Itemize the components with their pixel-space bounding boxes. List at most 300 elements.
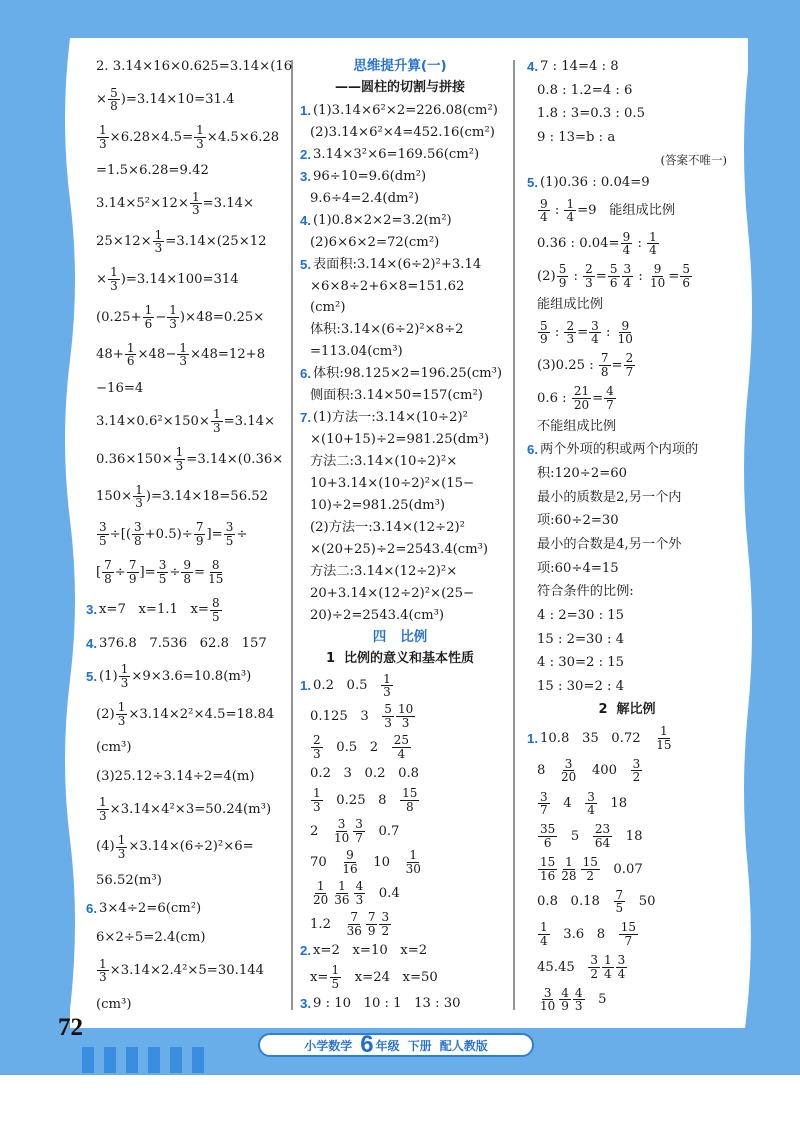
answer-text: 两个外项的积或两个内项的 <box>540 442 699 458</box>
fraction-numerator: 7 <box>367 910 376 925</box>
answer-line <box>86 342 286 368</box>
question-number: 3. <box>86 602 97 618</box>
fraction-denominator: 2 <box>632 770 641 785</box>
fraction-numerator: 1 <box>603 953 612 968</box>
fraction-numerator: 3 <box>355 817 363 832</box>
fraction-denominator: 4 <box>617 966 626 981</box>
answer-text: =1.5×6.28=9.42 <box>96 163 209 179</box>
answer-line <box>527 418 727 435</box>
question-number: 7. <box>300 410 311 426</box>
answer-line <box>300 278 500 295</box>
answer-text: × <box>96 92 108 108</box>
answer-text: ×9×3.6=10.8(m³) <box>131 668 252 684</box>
fraction-denominator: 9 <box>195 534 204 549</box>
fraction-denominator: 4 <box>649 243 657 258</box>
fraction-numerator: 5 <box>110 85 118 100</box>
answer-text: : <box>634 268 647 284</box>
fraction <box>194 521 206 547</box>
answer-line <box>86 229 286 255</box>
answer-text: ÷ <box>169 564 181 580</box>
fraction <box>354 880 366 906</box>
answer-text: ]= <box>139 564 156 580</box>
fraction-denominator: 3 <box>117 713 126 728</box>
fraction-numerator: 9 <box>183 558 192 573</box>
answer-text: = <box>668 268 680 284</box>
fraction-numerator: 1 <box>316 879 325 894</box>
answer-text: ×(20+25)÷2=2543.4(cm³) <box>310 541 489 557</box>
fraction-denominator: 20 <box>313 892 329 907</box>
answer-text: : <box>550 325 564 341</box>
answer-line <box>300 299 500 316</box>
answer-text: 侧面积:3.14×50=157(cm²) <box>310 388 483 404</box>
fraction <box>588 954 600 980</box>
fraction-denominator: 9 <box>367 923 376 938</box>
answer-text: 20+3.14×(12÷2)²×(25− <box>310 585 475 601</box>
fraction-denominator: 3 <box>175 458 184 473</box>
subsection-heading: 2 解比例 <box>598 701 656 717</box>
answer-line <box>300 585 500 602</box>
answer-line <box>300 124 500 141</box>
answer-line <box>300 453 500 470</box>
subsection-heading: ——圆柱的切割与拼接 <box>334 80 465 96</box>
answer-line <box>527 823 727 849</box>
fraction-denominator: 3 <box>154 241 163 256</box>
fraction-numerator: 21 <box>573 384 590 398</box>
answer-line <box>86 872 286 889</box>
fraction-numerator: 3 <box>590 953 598 968</box>
fraction-numerator: 4 <box>606 384 614 398</box>
fraction-denominator: 7 <box>540 803 548 818</box>
fraction-numerator: 4 <box>574 985 583 1000</box>
answer-text: 70 <box>310 854 340 870</box>
fraction-numerator: 3 <box>337 817 346 832</box>
answer-line <box>300 475 500 492</box>
fraction-denominator: 3 <box>179 354 188 369</box>
answer-line <box>300 80 500 97</box>
answer-text: (1)0.8×2×2=3.2(m²) <box>313 212 452 228</box>
subsection-heading: 1 比例的意义和基本性质 <box>325 650 475 666</box>
fraction-denominator: 4 <box>622 243 631 258</box>
fraction-denominator: 3 <box>401 716 410 731</box>
fraction-numerator: 1 <box>117 700 126 715</box>
answer-line <box>300 849 500 875</box>
answer-text: (0.25+ <box>96 309 142 325</box>
answer-text: 45.45 <box>537 959 588 975</box>
fraction-numerator: 9 <box>621 318 630 333</box>
answer-line <box>527 198 727 224</box>
answer-text: =3.14×(0.36× <box>186 451 284 467</box>
answer-text: 不能组成比例 <box>537 418 617 434</box>
answer-text: 5 <box>585 992 607 1008</box>
answer-line <box>300 234 500 251</box>
answer-line <box>527 702 727 719</box>
fraction-numerator: 7 <box>350 910 359 925</box>
answer-line <box>527 560 727 577</box>
fraction <box>133 484 145 510</box>
answer-text: 0.36×150× <box>96 451 173 467</box>
answer-text: (3)0.25 : <box>537 357 598 373</box>
answer-line <box>86 597 286 623</box>
answer-text: 9 : 13=b : a <box>537 130 616 146</box>
fraction-numerator: 5 <box>540 318 548 333</box>
answer-text: −16=4 <box>96 380 144 396</box>
answer-text: ×4.5×6.28 <box>206 129 280 145</box>
answers-column-1 <box>86 58 293 1013</box>
fraction-numerator: 15 <box>620 920 637 935</box>
footer-grade-suffix: 年级 <box>375 1038 400 1053</box>
fraction-numerator: 3 <box>632 756 641 771</box>
answer-text: 3.6 8 <box>550 926 618 942</box>
answer-line <box>300 964 500 990</box>
fraction <box>538 856 557 882</box>
fraction-numerator: 7 <box>195 520 204 535</box>
answer-text: 能组成比例 <box>537 296 603 312</box>
answer-line <box>527 583 727 600</box>
answer-text: 15 : 2=30 : 4 <box>537 631 625 647</box>
answer-text: 0.125 3 <box>310 708 382 724</box>
fraction-numerator: 3 <box>623 262 632 277</box>
fraction-numerator: 1 <box>331 963 340 978</box>
fraction-denominator: 7 <box>624 933 633 948</box>
answer-text: 15 : 30=2 : 4 <box>537 679 625 695</box>
fraction-denominator: 4 <box>603 966 612 981</box>
answer-text: ×3.14×(6÷2)²×6= <box>128 839 254 855</box>
answer-text: × <box>96 271 108 287</box>
fraction-numerator: 3 <box>540 789 548 804</box>
answer-line <box>527 654 727 671</box>
fraction-denominator: 3 <box>110 278 118 293</box>
answer-line <box>527 512 727 529</box>
fraction-denominator: 4 <box>623 275 632 290</box>
fraction <box>559 856 578 882</box>
answer-line <box>86 191 286 217</box>
fraction <box>619 921 638 947</box>
fraction-numerator: 1 <box>565 854 573 869</box>
fraction <box>379 911 391 937</box>
answer-line <box>300 734 500 760</box>
answer-line <box>300 102 500 119</box>
answer-text: =3.14× <box>223 413 276 429</box>
answer-text: ×48− <box>137 347 177 363</box>
answer-line <box>527 758 727 784</box>
answer-text: = <box>577 325 589 341</box>
answer-line <box>527 296 727 313</box>
fraction-denominator: 10 <box>649 275 666 290</box>
answer-line <box>527 174 727 191</box>
answer-text: 体积:98.125×2=196.25(cm³) <box>313 366 503 382</box>
fraction <box>396 703 415 729</box>
fraction <box>194 124 206 150</box>
answer-line <box>300 387 500 404</box>
answer-text: 10)÷2=981.25(dm³) <box>310 497 446 513</box>
fraction <box>557 263 569 289</box>
answer-text: 项:60÷2=30 <box>537 513 619 529</box>
fraction-numerator: 1 <box>383 671 391 686</box>
answer-text: (2) <box>537 268 556 284</box>
answer-text: 0.25 8 <box>323 792 400 808</box>
fraction <box>116 834 128 860</box>
answer-text: 方法二:3.14×(10÷2)²× <box>310 454 458 469</box>
fraction-denominator: 3 <box>355 892 364 907</box>
fraction-numerator: 1 <box>660 724 668 739</box>
fraction <box>330 964 342 990</box>
fraction-denominator: 2 <box>381 923 390 938</box>
answer-line <box>527 631 727 648</box>
fraction-numerator: 3 <box>225 520 234 535</box>
answer-text: 9.6÷4=2.4(dm²) <box>310 190 419 206</box>
fraction-denominator: 8 <box>405 799 414 814</box>
answer-line <box>300 168 500 185</box>
fraction-numerator: 35 <box>540 822 556 837</box>
fraction <box>102 559 114 585</box>
fraction <box>581 856 600 882</box>
fraction-denominator: 3 <box>99 137 107 152</box>
answer-text: (1) <box>99 668 118 684</box>
fraction-denominator: 3 <box>191 203 200 218</box>
answer-text: ×6.28×4.5= <box>109 129 194 145</box>
fraction-denominator: 3 <box>169 316 177 331</box>
fraction-denominator: 3 <box>585 275 593 290</box>
answer-line <box>527 231 727 257</box>
fraction-numerator: 3 <box>591 318 599 333</box>
answer-line <box>86 380 286 397</box>
answer-text: (2)3.14×6²×4=452.16(cm²) <box>310 124 495 140</box>
answer-text: 56.52(m³) <box>96 872 162 888</box>
fraction-numerator: 15 <box>540 854 556 869</box>
fraction-denominator: 3 <box>99 808 107 823</box>
answer-text: 96÷10=9.6(dm²) <box>313 168 427 184</box>
answer-text: 3.14×5²×12× <box>96 196 189 212</box>
answer-text: 0.7 <box>365 823 400 839</box>
fraction-denominator: 3 <box>566 332 575 347</box>
fraction-denominator: 36 <box>334 892 350 907</box>
fraction <box>614 889 626 915</box>
fraction <box>127 559 139 585</box>
fraction-numerator: 3 <box>587 789 595 804</box>
answer-text: [ <box>96 564 102 580</box>
answer-line <box>86 958 286 984</box>
answer-line <box>527 791 727 817</box>
fraction-denominator: 3 <box>196 137 204 152</box>
answer-text: 4 <box>550 796 585 812</box>
answer-text: )=3.14×10=31.4 <box>120 92 235 108</box>
fraction <box>599 352 611 378</box>
fraction <box>559 987 571 1013</box>
footer-stripe <box>82 1047 94 1073</box>
answer-line <box>86 484 286 510</box>
fraction-denominator: 4 <box>591 332 599 347</box>
fraction-numerator: 7 <box>600 351 609 366</box>
answer-line <box>86 768 286 785</box>
answer-text: ×3.14×2.4²×5=30.144 <box>109 963 264 979</box>
answer-line <box>86 834 286 860</box>
answer-line <box>86 58 293 75</box>
answer-line <box>300 431 500 448</box>
fraction-denominator: 5 <box>99 534 107 549</box>
answer-text: ×48=12+8 <box>190 347 266 363</box>
answer-text: : <box>550 203 564 219</box>
answer-text: 2 <box>310 823 331 839</box>
fraction <box>167 304 179 330</box>
section-heading: 四 比例 <box>372 628 428 645</box>
answer-text: 0.6 : <box>537 390 571 406</box>
fraction <box>400 787 419 813</box>
fraction-denominator: 64 <box>594 835 611 850</box>
fraction <box>332 818 351 844</box>
fraction <box>116 701 128 727</box>
fraction <box>108 266 120 292</box>
answer-line <box>86 408 286 434</box>
fraction <box>538 320 550 346</box>
answer-text: (2)6×6×2=72(cm²) <box>310 234 440 250</box>
answer-line <box>300 58 500 76</box>
fraction-denominator: 3 <box>120 675 129 690</box>
answer-text: = <box>595 268 607 284</box>
fraction-denominator: 20 <box>573 397 590 412</box>
section-heading: 思维提升算(一) <box>353 58 447 74</box>
fraction <box>608 263 620 289</box>
answer-text: 1.8 : 3=0.3 : 0.5 <box>537 106 646 122</box>
fraction <box>616 954 628 980</box>
fraction-denominator: 4 <box>587 803 595 818</box>
answer-text: x=24 x=50 <box>342 969 438 985</box>
fraction-numerator: 3 <box>99 520 107 535</box>
answer-text: (3)25.12÷3.14÷2=4(m) <box>96 768 255 784</box>
fraction <box>345 911 364 937</box>
answer-line <box>527 105 727 122</box>
answer-text: 0.8 0.18 <box>537 894 613 910</box>
answer-text: )=3.14×100=314 <box>120 271 239 287</box>
answer-line <box>527 320 727 346</box>
fraction <box>621 231 633 257</box>
answer-line <box>527 441 727 458</box>
fraction <box>538 921 550 947</box>
answer-text: (2) <box>96 706 115 722</box>
answer-line <box>86 701 286 727</box>
answer-text: 0.07 <box>600 861 643 877</box>
fraction-denominator: 9 <box>561 999 569 1014</box>
answer-text: ×3.14×2²×4.5=18.84 <box>128 706 275 722</box>
answer-text: 最小的合数是4,另一个外 <box>537 537 682 553</box>
fraction-numerator: 4 <box>355 879 364 894</box>
answer-line <box>86 559 286 585</box>
answer-line <box>86 796 286 822</box>
fraction-denominator: 3 <box>384 716 392 731</box>
fraction-denominator: 8 <box>183 571 192 586</box>
answer-text: 10+3.14×(10÷2)²×(15− <box>310 475 475 491</box>
answer-text: 0.36 : 0.04= <box>537 236 620 252</box>
answer-text: 50 <box>626 894 656 910</box>
answer-text: 8 <box>537 763 558 779</box>
answer-line <box>300 212 500 229</box>
footer-subject: 小学数学 <box>304 1038 353 1053</box>
answer-text: (1)3.14×6²×2=226.08(cm²) <box>313 103 498 118</box>
answer-line <box>300 703 500 729</box>
fraction <box>538 791 550 817</box>
fraction <box>654 725 673 751</box>
answer-text: (1)0.36 : 0.04=9 <box>540 175 650 191</box>
answer-line <box>86 266 286 292</box>
answer-text: (4) <box>96 839 115 855</box>
answer-line <box>527 536 727 553</box>
question-number: 3. <box>300 996 311 1012</box>
answer-line <box>86 635 286 652</box>
fraction <box>311 787 323 813</box>
answer-line <box>527 678 727 695</box>
footer-stripe <box>104 1047 116 1073</box>
answer-text: ×(10+15)÷2=981.25(dm³) <box>310 432 490 448</box>
fraction-denominator: 2 <box>590 966 598 981</box>
fraction-numerator: 3 <box>381 910 390 925</box>
answers-column-3 <box>527 58 727 1013</box>
answer-text: 3.14×3²×6=169.56(cm²) <box>313 146 480 162</box>
answer-text: 10 <box>360 854 403 870</box>
answer-text: (cm³) <box>96 739 132 755</box>
fraction-denominator: 3 <box>313 799 321 814</box>
answer-line <box>86 663 286 689</box>
fraction-denominator: 10 <box>617 332 633 347</box>
answer-text: 10.8 35 0.72 <box>540 730 654 746</box>
fraction-denominator: 15 <box>208 571 224 586</box>
fraction-denominator: 2 <box>586 868 595 883</box>
fraction-numerator: 5 <box>682 262 690 277</box>
answer-line <box>300 519 500 536</box>
fraction-numerator: 25 <box>393 733 410 748</box>
fraction-numerator: 3 <box>543 985 552 1000</box>
fraction-denominator: 15 <box>656 737 672 752</box>
fraction-numerator: 10 <box>397 702 414 717</box>
fraction-denominator: 6 <box>144 316 153 331</box>
answer-line <box>86 124 286 150</box>
question-number: 6. <box>86 901 97 917</box>
answer-line <box>527 129 727 146</box>
answer-text: 48+ <box>96 347 124 363</box>
fraction-denominator: 3 <box>383 685 391 700</box>
fraction-denominator: 3 <box>212 420 221 435</box>
answer-note: (答案不唯一) <box>660 152 727 167</box>
answer-text: 25×12× <box>96 234 152 250</box>
answer-text: ÷[( <box>109 526 131 542</box>
fraction <box>311 880 330 906</box>
fraction-numerator: 1 <box>649 229 657 244</box>
fraction-denominator: 4 <box>540 933 548 948</box>
fraction-numerator: 7 <box>615 887 624 902</box>
fraction <box>381 673 393 699</box>
answer-text: 2. 3.14×16×0.625=3.14×(16 <box>96 59 293 74</box>
answer-text: 符合条件的比例: <box>537 584 634 600</box>
fraction-numerator: 1 <box>120 662 129 677</box>
fraction-numerator: 7 <box>128 558 137 573</box>
fraction-denominator: 3 <box>135 496 143 511</box>
fraction <box>647 231 659 257</box>
fraction-denominator: 7 <box>625 364 634 379</box>
fraction <box>224 521 236 547</box>
fraction <box>206 559 225 585</box>
fraction <box>211 408 223 434</box>
fraction-numerator: 1 <box>313 786 321 801</box>
fraction <box>572 385 591 411</box>
fraction-denominator: 3 <box>313 747 321 762</box>
answer-text: 376.8 7.536 62.8 157 <box>99 635 267 651</box>
answer-line <box>300 256 500 273</box>
fraction <box>97 124 109 150</box>
fraction-numerator: 9 <box>622 229 631 244</box>
fraction <box>97 796 109 822</box>
fraction-denominator: 8 <box>600 364 609 379</box>
fraction-numerator: 1 <box>196 123 204 138</box>
fraction-numerator: 1 <box>409 848 418 863</box>
fraction-numerator: 15 <box>582 854 598 869</box>
